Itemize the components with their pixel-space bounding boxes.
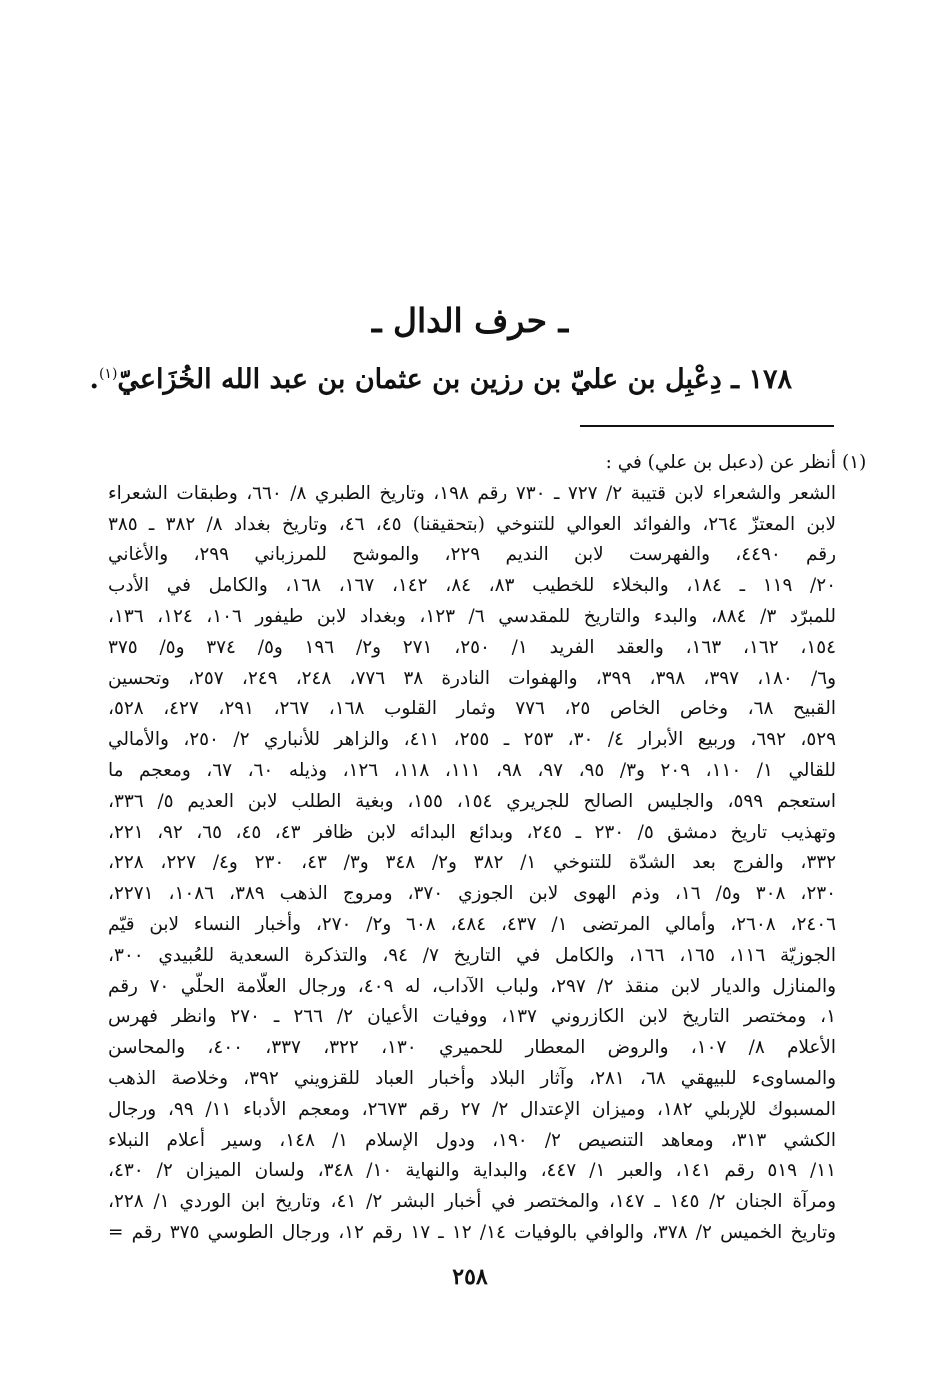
footnote-line: لابن المعتزّ ٢٦٤، والفوائد العوالي للتنوخي (بتحقيقنا) ٤٥، ٤٦، وتاريخ بغداد ٨/ ٣٨٢ ـ ٣٨٥ [108, 513, 836, 535]
footnote-line: القبيح ٦٨، وخاص الخاص ٢٥، ٧٧٦ وثمار القلوب ١٦٨، ٢٦٧، ٢٩١، ٤٢٧، ٥٢٨، [108, 698, 836, 720]
footnote-line: للمبرّد ٣/ ٨٨٤، والبدء والتاريخ للمقدسي ٦/ ١٢٣، وبغداد لابن طيفور ١٠٦، ١٢٤، ١٣٦، [108, 605, 836, 627]
footnote-line: ٢٠/ ١١٩ ـ ١٨٤، والبخلاء للخطيب ٨٣، ٨٤، ١٤٢، ١٦٧، ١٦٨، والكامل في الأدب [108, 575, 836, 597]
footnote-line: المسبوك للإربلي ١٨٢، وميزان الإعتدال ٢/ ٢٧ رقم ٢٦٧٣، ومعجم الأدباء ١١/ ٩٩، ورجال [108, 1098, 836, 1120]
footnote-line: ومرآة الجنان ٢/ ١٤٥ ـ ١٤٧، والمختصر في أخبار البشر ٢/ ٤١، وتاريخ ابن الوردي ١/ ٢٢٨، [108, 1191, 836, 1213]
footnote-line: أنظر عن (دعبل بن علي) في : [605, 452, 836, 473]
section-title: ـ حرف الدال ـ [371, 301, 569, 340]
entry-end-mark: . [89, 364, 99, 395]
footnote-line: ٢٤٠٦، ٢٦٠٨، وأمالي المرتضى ١/ ٤٣٧، ٤٨٤، ٦٠٨ و٢/ ٢٧٠، وأخبار النساء لابن قيّم [108, 913, 836, 935]
footnote-marker: (١) [842, 452, 867, 473]
footnote-line: و٦/ ١٨٠، ٣٩٧، ٣٩٨، ٣٩٩، والهفوات النادرة ٣٨ ٧٧٦، ٢٤٨، ٢٤٩، ٢٥٧، وتحسين [108, 667, 836, 689]
footnote-reference: (١) [98, 366, 118, 382]
footnote-line: الأعلام ٨/ ١٠٧، والروض المعطار للحميري ١٣٠، ٣٢٢، ٣٣٧، ٤٠٠، والمحاسن [108, 1037, 836, 1059]
footnote-line: ١١/ ٥١٩ رقم ١٤١، والعبر ١/ ٤٤٧، والبداية والنهاية ١٠/ ٣٤٨، ولسان الميزان ٢/ ٤٣٠، [108, 1160, 836, 1182]
footnote-line: وتاريخ الخميس ٢/ ٣٧٨، والوافي بالوفيات ١٤/ ١٢ ـ ١٧ رقم ١٢، ورجال الطوسي ٣٧٥ رقم = [108, 1221, 836, 1243]
entry-heading-text: ١٧٨ ـ دِعْبِل بن عليّ بن رزين بن عثمان بن عبد الله الخُزَاعيّ [117, 364, 792, 395]
footnote-line: ١، ومختصر التاريخ لابن الكازروني ١٣٧، ووفيات الأعيان ٢/ ٢٦٦ ـ ٢٧٠ وانظر فهرس [108, 1006, 836, 1028]
footnote-line: والمساوىء للبيهقي ٦٨، ٢٨١، وآثار البلاد وأخبار العباد للقزويني ٣٩٢، وخلاصة الذهب [108, 1067, 836, 1089]
page-number: ٢٥٨ [452, 1264, 488, 1290]
footnote-separator [580, 425, 834, 427]
footnote-line: رقم ٤٤٩٠، والفهرست لابن النديم ٢٢٩، والموشح للمرزباني ٢٩٩، والأغاني [108, 544, 836, 566]
footnote-line: ٣٣٢، والفرج بعد الشدّة للتنوخي ١/ ٣٨٢ و٢/ ٣٤٨ و٣/ ٤٣، ٢٣٠ و٤/ ٢٢٧، ٢٢٨، [108, 852, 836, 874]
footnote-line: ١٥٤، ١٦٢، ١٦٣، والعقد الفريد ١/ ٢٥٠، ٢٧١ و٢/ ١٩٦ و٥/ ٣٧٤ و٥/ ٣٧٥ [108, 636, 836, 658]
footnote-line: وتهذيب تاريخ دمشق ٥/ ٢٣٠ ـ ٢٤٥، وبدائع البدائه لابن ظافر ٤٣، ٤٥، ٦٥، ٩٢، ٢٢١، [108, 821, 836, 843]
entry-heading [89, 352, 792, 402]
footnote [108, 448, 867, 1249]
footnote-line: استعجم ٥٩٩، والجليس الصالح للجريري ١٥٤، ١٥٥، وبغية الطلب لابن العديم ٥/ ٣٣٦، [108, 790, 836, 812]
footnote-line: للقالي ١/ ١١٠، ٢٠٩ و٣/ ٩٥، ٩٧، ٩٨، ١١١، ١١٨، ١٢٦، وذيله ٦٠، ٦٧، ومعجم ما [108, 759, 836, 781]
footnote-line: ٢٣٠، ٣٠٨ و٥/ ١٦، وذم الهوى لابن الجوزي ٣٧٠، ومروج الذهب ٣٨٩، ١٠٨٦، ٢٢٧١، [108, 883, 836, 905]
footnote-line: الشعر والشعراء لابن قتيبة ٢/ ٧٢٧ ـ ٧٣٠ رقم ١٩٨، وتاريخ الطبري ٨/ ٦٦٠، وطبقات الشعراء [108, 482, 836, 504]
footnote-line: الكشي ٣١٣، ومعاهد التنصيص ٢/ ١٩٠، ودول الإسلام ١/ ١٤٨، وسير أعلام النبلاء [108, 1129, 836, 1151]
footnote-line: الجوزيّة ١١٦، ١٦٥، ١٦٦، والكامل في التاريخ ٧/ ٩٤، والتذكرة السعدية للعُبيدي ٣٠٠، [108, 944, 836, 966]
footnote-line: والمنازل والديار لابن منقذ ٢/ ٢٩٧، ولباب الآداب، له ٤٠٩، ورجال العلّامة الحلّي ٧٠ رقم [108, 975, 836, 997]
footnote-line: ٥٢٩، ٦٩٢، وربيع الأبرار ٤/ ٣٠، ٢٥٣ ـ ٢٥٥، ٤١١، والزاهر للأنباري ٢/ ٢٥٠، والأمالي [108, 729, 836, 751]
